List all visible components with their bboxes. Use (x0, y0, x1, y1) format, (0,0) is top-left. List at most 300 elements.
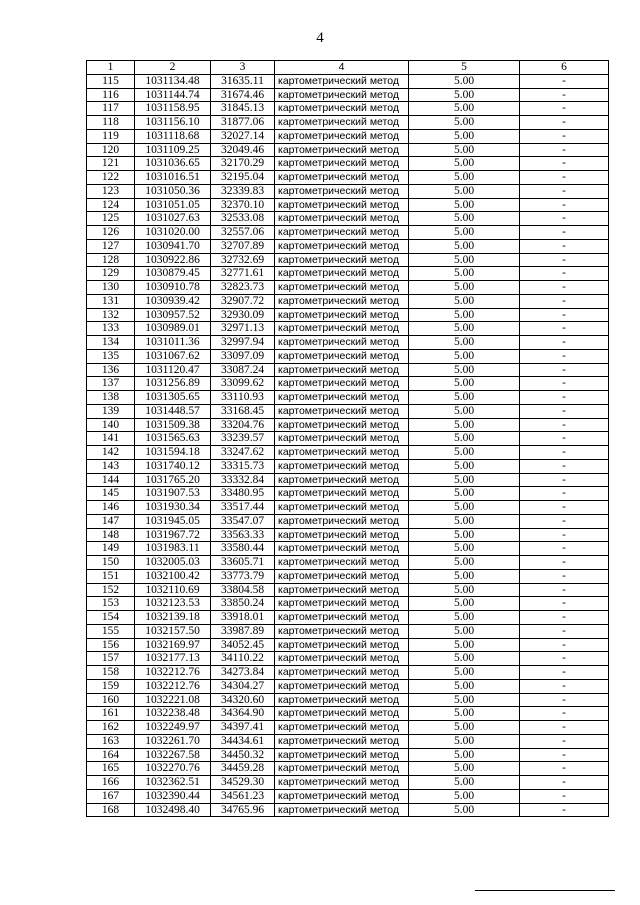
method-cell: картометрический метод (275, 583, 409, 597)
table-row (87, 157, 609, 171)
y-coordinate-cell: 32771.61 (211, 267, 275, 281)
description-cell: - (520, 707, 609, 721)
method-cell: картометрический метод (275, 803, 409, 817)
y-coordinate-cell: 33110.93 (211, 391, 275, 405)
method-cell: картометрический метод (275, 281, 409, 295)
y-coordinate-cell: 33918.01 (211, 611, 275, 625)
table-row (87, 294, 609, 308)
table-row (87, 789, 609, 803)
table-row (87, 721, 609, 735)
accuracy-cell: 5.00 (409, 501, 520, 515)
y-coordinate-cell: 32557.06 (211, 226, 275, 240)
description-cell: - (520, 569, 609, 583)
x-coordinate-cell: 1032498.40 (135, 803, 211, 817)
y-coordinate-cell: 32195.04 (211, 171, 275, 185)
description-cell: - (520, 473, 609, 487)
method-cell: картометрический метод (275, 198, 409, 212)
table-row (87, 226, 609, 240)
column-header: 3 (211, 61, 275, 75)
x-coordinate-cell: 1031967.72 (135, 528, 211, 542)
y-coordinate-cell: 34450.32 (211, 748, 275, 762)
x-coordinate-cell: 1031509.38 (135, 418, 211, 432)
column-header: 4 (275, 61, 409, 75)
description-cell: - (520, 157, 609, 171)
y-coordinate-cell: 33987.89 (211, 624, 275, 638)
table-row (87, 308, 609, 322)
point-number-cell: 116 (87, 88, 135, 102)
y-coordinate-cell: 34320.60 (211, 693, 275, 707)
x-coordinate-cell: 1031120.47 (135, 363, 211, 377)
x-coordinate-cell: 1031011.36 (135, 336, 211, 350)
description-cell: - (520, 212, 609, 226)
x-coordinate-cell: 1032362.51 (135, 776, 211, 790)
point-number-cell: 138 (87, 391, 135, 405)
table-row (87, 624, 609, 638)
description-cell: - (520, 129, 609, 143)
page-number: 4 (316, 30, 324, 46)
table-row (87, 693, 609, 707)
x-coordinate-cell: 1030989.01 (135, 322, 211, 336)
x-coordinate-cell: 1032123.53 (135, 597, 211, 611)
description-cell: - (520, 253, 609, 267)
method-cell: картометрический метод (275, 487, 409, 501)
description-cell: - (520, 734, 609, 748)
x-coordinate-cell: 1031118.68 (135, 129, 211, 143)
method-cell: картометрический метод (275, 294, 409, 308)
table-row (87, 418, 609, 432)
accuracy-cell: 5.00 (409, 652, 520, 666)
point-number-cell: 144 (87, 473, 135, 487)
method-cell: картометрический метод (275, 239, 409, 253)
point-number-cell: 166 (87, 776, 135, 790)
y-coordinate-cell: 32930.09 (211, 308, 275, 322)
x-coordinate-cell: 1031765.20 (135, 473, 211, 487)
y-coordinate-cell: 32533.08 (211, 212, 275, 226)
accuracy-cell: 5.00 (409, 432, 520, 446)
description-cell: - (520, 294, 609, 308)
accuracy-cell: 5.00 (409, 281, 520, 295)
table-row (87, 391, 609, 405)
description-cell: - (520, 377, 609, 391)
method-cell: картометрический метод (275, 308, 409, 322)
method-cell: картометрический метод (275, 459, 409, 473)
method-cell: картометрический метод (275, 226, 409, 240)
point-number-cell: 130 (87, 281, 135, 295)
x-coordinate-cell: 1032267.58 (135, 748, 211, 762)
x-coordinate-cell: 1031256.89 (135, 377, 211, 391)
method-cell: картометрический метод (275, 611, 409, 625)
method-cell: картометрический метод (275, 212, 409, 226)
table-row (87, 322, 609, 336)
y-coordinate-cell: 32049.46 (211, 143, 275, 157)
accuracy-cell: 5.00 (409, 239, 520, 253)
description-cell: - (520, 198, 609, 212)
point-number-cell: 131 (87, 294, 135, 308)
description-cell: - (520, 184, 609, 198)
description-cell: - (520, 322, 609, 336)
method-cell: картометрический метод (275, 666, 409, 680)
accuracy-cell: 5.00 (409, 267, 520, 281)
accuracy-cell: 5.00 (409, 363, 520, 377)
y-coordinate-cell: 33247.62 (211, 446, 275, 460)
point-number-cell: 159 (87, 679, 135, 693)
description-cell: - (520, 281, 609, 295)
y-coordinate-cell: 34459.28 (211, 762, 275, 776)
y-coordinate-cell: 33332.84 (211, 473, 275, 487)
y-coordinate-cell: 32170.29 (211, 157, 275, 171)
description-cell: - (520, 501, 609, 515)
table-row (87, 336, 609, 350)
y-coordinate-cell: 33773.79 (211, 569, 275, 583)
method-cell: картометрический метод (275, 528, 409, 542)
method-cell: картометрический метод (275, 336, 409, 350)
table-row (87, 514, 609, 528)
table-row (87, 487, 609, 501)
accuracy-cell: 5.00 (409, 597, 520, 611)
method-cell: картометрический метод (275, 734, 409, 748)
description-cell: - (520, 624, 609, 638)
method-cell: картометрический метод (275, 679, 409, 693)
y-coordinate-cell: 33517.44 (211, 501, 275, 515)
description-cell: - (520, 693, 609, 707)
accuracy-cell: 5.00 (409, 803, 520, 817)
description-cell: - (520, 611, 609, 625)
point-number-cell: 118 (87, 116, 135, 130)
x-coordinate-cell: 1031158.95 (135, 102, 211, 116)
point-number-cell: 119 (87, 129, 135, 143)
accuracy-cell: 5.00 (409, 459, 520, 473)
description-cell: - (520, 171, 609, 185)
accuracy-cell: 5.00 (409, 88, 520, 102)
footer-rule (475, 890, 615, 891)
point-number-cell: 168 (87, 803, 135, 817)
method-cell: картометрический метод (275, 789, 409, 803)
table-row (87, 597, 609, 611)
accuracy-cell: 5.00 (409, 679, 520, 693)
point-number-cell: 148 (87, 528, 135, 542)
y-coordinate-cell: 33480.95 (211, 487, 275, 501)
x-coordinate-cell: 1031016.51 (135, 171, 211, 185)
accuracy-cell: 5.00 (409, 336, 520, 350)
description-cell: - (520, 239, 609, 253)
y-coordinate-cell: 32971.13 (211, 322, 275, 336)
method-cell: картометрический метод (275, 377, 409, 391)
table-row (87, 762, 609, 776)
x-coordinate-cell: 1031305.65 (135, 391, 211, 405)
coordinates-table (86, 60, 609, 817)
table-row (87, 102, 609, 116)
description-cell: - (520, 308, 609, 322)
x-coordinate-cell: 1030939.42 (135, 294, 211, 308)
description-cell: - (520, 391, 609, 405)
y-coordinate-cell: 32370.10 (211, 198, 275, 212)
table-row (87, 88, 609, 102)
x-coordinate-cell: 1032238.48 (135, 707, 211, 721)
description-cell: - (520, 748, 609, 762)
point-number-cell: 155 (87, 624, 135, 638)
accuracy-cell: 5.00 (409, 102, 520, 116)
description-cell: - (520, 776, 609, 790)
x-coordinate-cell: 1031050.36 (135, 184, 211, 198)
accuracy-cell: 5.00 (409, 157, 520, 171)
method-cell: картометрический метод (275, 171, 409, 185)
table-row (87, 198, 609, 212)
table-row (87, 253, 609, 267)
method-cell: картометрический метод (275, 129, 409, 143)
x-coordinate-cell: 1032157.50 (135, 624, 211, 638)
point-number-cell: 153 (87, 597, 135, 611)
x-coordinate-cell: 1030957.52 (135, 308, 211, 322)
x-coordinate-cell: 1031594.18 (135, 446, 211, 460)
point-number-cell: 117 (87, 102, 135, 116)
description-cell: - (520, 432, 609, 446)
table-row (87, 473, 609, 487)
method-cell: картометрический метод (275, 446, 409, 460)
method-cell: картометрический метод (275, 597, 409, 611)
x-coordinate-cell: 1031134.48 (135, 74, 211, 88)
x-coordinate-cell: 1031156.10 (135, 116, 211, 130)
point-number-cell: 152 (87, 583, 135, 597)
x-coordinate-cell: 1031067.62 (135, 349, 211, 363)
method-cell: картометрический метод (275, 143, 409, 157)
method-cell: картометрический метод (275, 267, 409, 281)
description-cell: - (520, 267, 609, 281)
method-cell: картометрический метод (275, 624, 409, 638)
table-row (87, 611, 609, 625)
point-number-cell: 133 (87, 322, 135, 336)
table-row (87, 74, 609, 88)
y-coordinate-cell: 33315.73 (211, 459, 275, 473)
accuracy-cell: 5.00 (409, 514, 520, 528)
accuracy-cell: 5.00 (409, 116, 520, 130)
accuracy-cell: 5.00 (409, 377, 520, 391)
method-cell: картометрический метод (275, 432, 409, 446)
description-cell: - (520, 528, 609, 542)
accuracy-cell: 5.00 (409, 129, 520, 143)
method-cell: картометрический метод (275, 748, 409, 762)
method-cell: картометрический метод (275, 88, 409, 102)
method-cell: картометрический метод (275, 116, 409, 130)
description-cell: - (520, 542, 609, 556)
x-coordinate-cell: 1031930.34 (135, 501, 211, 515)
accuracy-cell: 5.00 (409, 693, 520, 707)
method-cell: картометрический метод (275, 569, 409, 583)
accuracy-cell: 5.00 (409, 734, 520, 748)
table-row (87, 377, 609, 391)
accuracy-cell: 5.00 (409, 624, 520, 638)
x-coordinate-cell: 1032221.08 (135, 693, 211, 707)
description-cell: - (520, 459, 609, 473)
method-cell: картометрический метод (275, 349, 409, 363)
point-number-cell: 141 (87, 432, 135, 446)
x-coordinate-cell: 1030910.78 (135, 281, 211, 295)
x-coordinate-cell: 1032270.76 (135, 762, 211, 776)
accuracy-cell: 5.00 (409, 473, 520, 487)
point-number-cell: 120 (87, 143, 135, 157)
x-coordinate-cell: 1031907.53 (135, 487, 211, 501)
table-row (87, 129, 609, 143)
description-cell: - (520, 762, 609, 776)
description-cell: - (520, 487, 609, 501)
accuracy-cell: 5.00 (409, 294, 520, 308)
table-row (87, 583, 609, 597)
x-coordinate-cell: 1032261.70 (135, 734, 211, 748)
point-number-cell: 135 (87, 349, 135, 363)
x-coordinate-cell: 1032169.97 (135, 638, 211, 652)
x-coordinate-cell: 1032100.42 (135, 569, 211, 583)
description-cell: - (520, 88, 609, 102)
y-coordinate-cell: 34561.23 (211, 789, 275, 803)
description-cell: - (520, 363, 609, 377)
accuracy-cell: 5.00 (409, 707, 520, 721)
description-cell: - (520, 143, 609, 157)
point-number-cell: 165 (87, 762, 135, 776)
method-cell: картометрический метод (275, 184, 409, 198)
column-header: 5 (409, 61, 520, 75)
accuracy-cell: 5.00 (409, 583, 520, 597)
x-coordinate-cell: 1032110.69 (135, 583, 211, 597)
x-coordinate-cell: 1031109.25 (135, 143, 211, 157)
point-number-cell: 127 (87, 239, 135, 253)
table-row (87, 803, 609, 817)
y-coordinate-cell: 33097.09 (211, 349, 275, 363)
method-cell: картометрический метод (275, 102, 409, 116)
table-row (87, 432, 609, 446)
accuracy-cell: 5.00 (409, 721, 520, 735)
accuracy-cell: 5.00 (409, 666, 520, 680)
description-cell: - (520, 789, 609, 803)
x-coordinate-cell: 1031945.05 (135, 514, 211, 528)
accuracy-cell: 5.00 (409, 349, 520, 363)
point-number-cell: 142 (87, 446, 135, 460)
x-coordinate-cell: 1031983.11 (135, 542, 211, 556)
y-coordinate-cell: 32907.72 (211, 294, 275, 308)
accuracy-cell: 5.00 (409, 308, 520, 322)
point-number-cell: 145 (87, 487, 135, 501)
x-coordinate-cell: 1030941.70 (135, 239, 211, 253)
description-cell: - (520, 418, 609, 432)
accuracy-cell: 5.00 (409, 226, 520, 240)
accuracy-cell: 5.00 (409, 556, 520, 570)
accuracy-cell: 5.00 (409, 569, 520, 583)
accuracy-cell: 5.00 (409, 446, 520, 460)
accuracy-cell: 5.00 (409, 611, 520, 625)
method-cell: картометрический метод (275, 762, 409, 776)
description-cell: - (520, 803, 609, 817)
accuracy-cell: 5.00 (409, 212, 520, 226)
description-cell: - (520, 556, 609, 570)
y-coordinate-cell: 33239.57 (211, 432, 275, 446)
x-coordinate-cell: 1032212.76 (135, 679, 211, 693)
point-number-cell: 136 (87, 363, 135, 377)
accuracy-cell: 5.00 (409, 74, 520, 88)
point-number-cell: 128 (87, 253, 135, 267)
accuracy-cell: 5.00 (409, 762, 520, 776)
point-number-cell: 163 (87, 734, 135, 748)
method-cell: картометрический метод (275, 157, 409, 171)
x-coordinate-cell: 1030879.45 (135, 267, 211, 281)
y-coordinate-cell: 34765.96 (211, 803, 275, 817)
y-coordinate-cell: 34529.30 (211, 776, 275, 790)
y-coordinate-cell: 33204.76 (211, 418, 275, 432)
table-row (87, 776, 609, 790)
accuracy-cell: 5.00 (409, 528, 520, 542)
y-coordinate-cell: 33850.24 (211, 597, 275, 611)
y-coordinate-cell: 33563.33 (211, 528, 275, 542)
point-number-cell: 121 (87, 157, 135, 171)
table-row (87, 404, 609, 418)
y-coordinate-cell: 32732.69 (211, 253, 275, 267)
method-cell: картометрический метод (275, 391, 409, 405)
x-coordinate-cell: 1032139.18 (135, 611, 211, 625)
point-number-cell: 125 (87, 212, 135, 226)
table-row (87, 556, 609, 570)
description-cell: - (520, 102, 609, 116)
description-cell: - (520, 116, 609, 130)
x-coordinate-cell: 1030922.86 (135, 253, 211, 267)
accuracy-cell: 5.00 (409, 418, 520, 432)
table-row (87, 171, 609, 185)
y-coordinate-cell: 34052.45 (211, 638, 275, 652)
y-coordinate-cell: 31877.06 (211, 116, 275, 130)
point-number-cell: 150 (87, 556, 135, 570)
y-coordinate-cell: 33605.71 (211, 556, 275, 570)
point-number-cell: 158 (87, 666, 135, 680)
y-coordinate-cell: 32823.73 (211, 281, 275, 295)
table-row (87, 569, 609, 583)
table-row (87, 143, 609, 157)
point-number-cell: 154 (87, 611, 135, 625)
description-cell: - (520, 349, 609, 363)
table-row (87, 184, 609, 198)
table-body (87, 74, 609, 817)
description-cell: - (520, 597, 609, 611)
y-coordinate-cell: 34434.61 (211, 734, 275, 748)
method-cell: картометрический метод (275, 514, 409, 528)
x-coordinate-cell: 1031051.05 (135, 198, 211, 212)
y-coordinate-cell: 33099.62 (211, 377, 275, 391)
table-row (87, 459, 609, 473)
point-number-cell: 146 (87, 501, 135, 515)
point-number-cell: 151 (87, 569, 135, 583)
method-cell: картометрический метод (275, 322, 409, 336)
point-number-cell: 132 (87, 308, 135, 322)
method-cell: картометрический метод (275, 721, 409, 735)
column-header: 1 (87, 61, 135, 75)
description-cell: - (520, 638, 609, 652)
table-row (87, 212, 609, 226)
x-coordinate-cell: 1031036.65 (135, 157, 211, 171)
y-coordinate-cell: 32339.83 (211, 184, 275, 198)
point-number-cell: 143 (87, 459, 135, 473)
column-header: 2 (135, 61, 211, 75)
point-number-cell: 123 (87, 184, 135, 198)
y-coordinate-cell: 33547.07 (211, 514, 275, 528)
table-row (87, 116, 609, 130)
x-coordinate-cell: 1032249.97 (135, 721, 211, 735)
description-cell: - (520, 446, 609, 460)
accuracy-cell: 5.00 (409, 404, 520, 418)
point-number-cell: 140 (87, 418, 135, 432)
table-header-row (87, 61, 609, 75)
accuracy-cell: 5.00 (409, 184, 520, 198)
table-row (87, 501, 609, 515)
table-row (87, 528, 609, 542)
point-number-cell: 124 (87, 198, 135, 212)
point-number-cell: 167 (87, 789, 135, 803)
method-cell: картометрический метод (275, 418, 409, 432)
method-cell: картометрический метод (275, 556, 409, 570)
